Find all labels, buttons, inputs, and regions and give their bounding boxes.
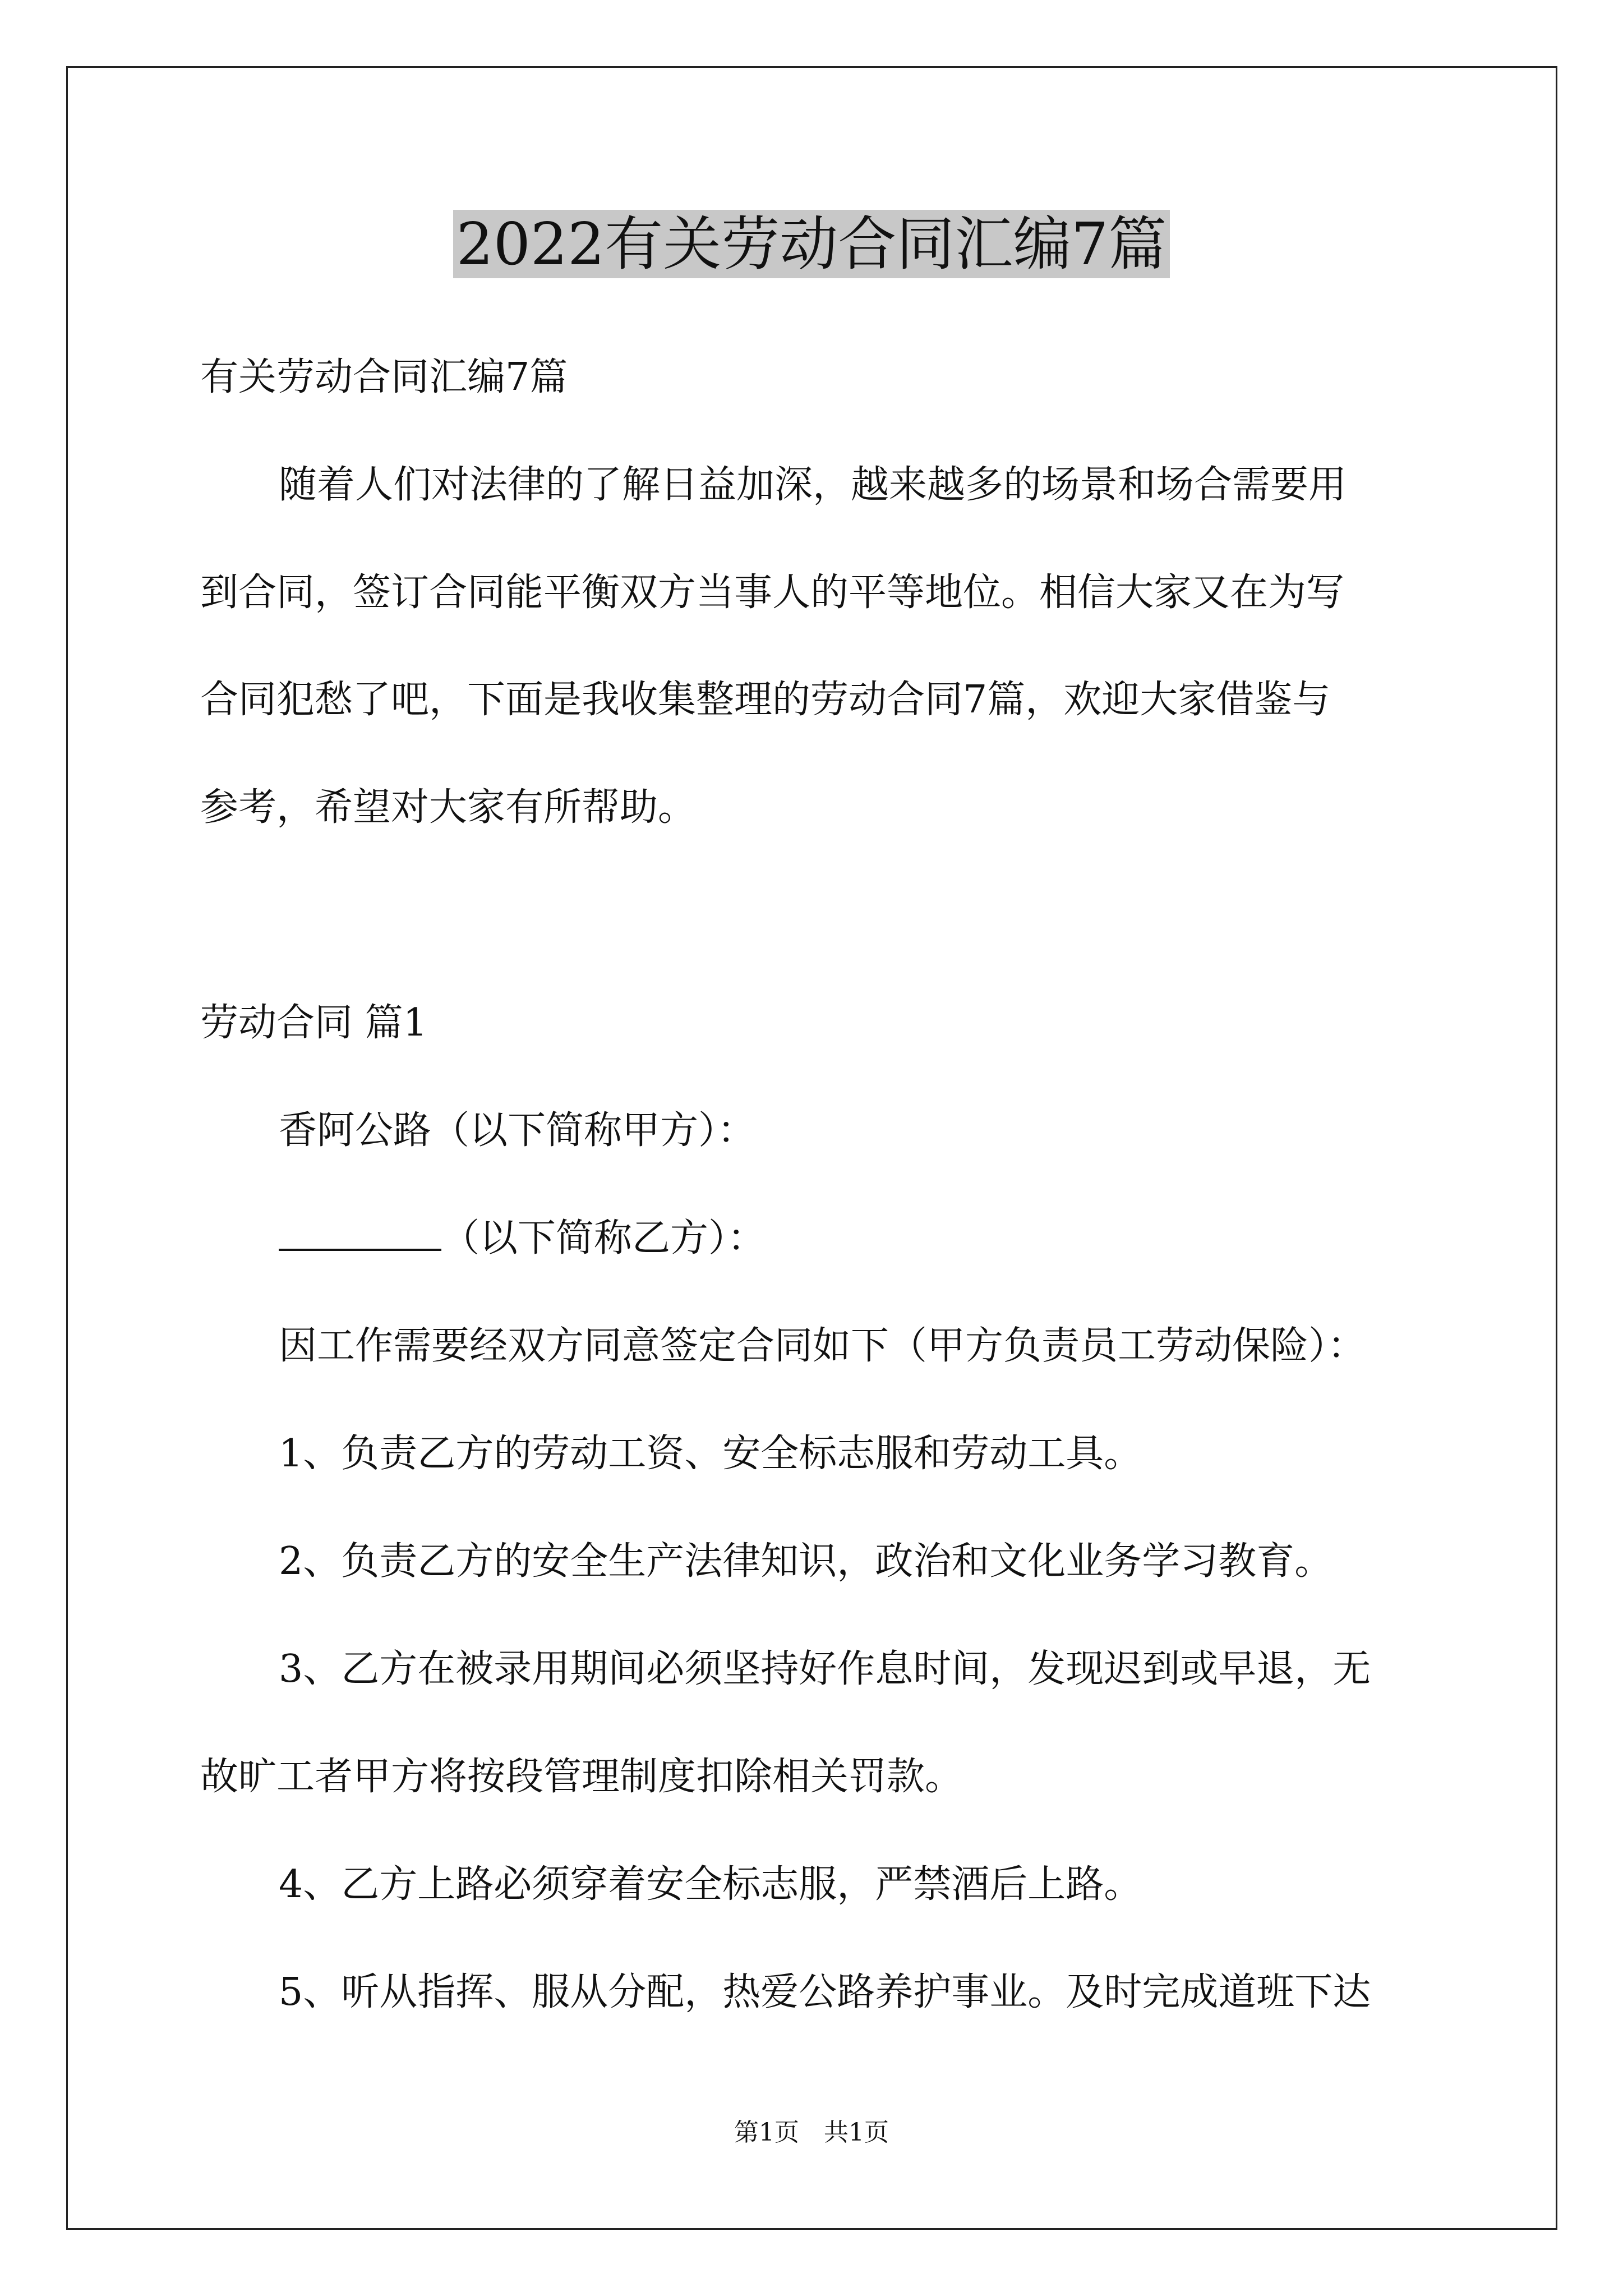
clause-line-2: 2、负责乙方的安全生产法律知识，政治和文化业务学习教育。 [279, 1539, 1333, 1584]
party-a-line: 香阿公路（以下简称甲方）： [279, 1108, 756, 1153]
intro-line-1: 随着人们对法律的了解日益加深，越来越多的场景和场合需要用 [279, 463, 1347, 507]
intro-line-3: 合同犯愁了吧，下面是我收集整理的劳动合同7篇，欢迎大家借鉴与 [200, 678, 1331, 722]
intro-line-2: 到合同，签订合同能平衡双方当事人的平等地位。相信大家又在为写 [200, 570, 1345, 615]
clause-line-4: 4、乙方上路必须穿着安全标志服，严禁酒后上路。 [279, 1862, 1142, 1907]
party-b-suffix: （以下简称乙方）： [441, 1216, 766, 1260]
clause-line-1: 1、负责乙方的劳动工资、安全标志服和劳动工具。 [279, 1432, 1142, 1476]
page-number-footer: 第1页 共1页 [734, 2118, 889, 2147]
document-subtitle: 有关劳动合同汇编7篇 [200, 355, 568, 399]
section-heading: 劳动合同 篇1 [200, 1001, 427, 1045]
clause-line-3: 3、乙方在被录用期间必须坚持好作息时间，发现迟到或早退，无 [279, 1647, 1371, 1691]
intro-line-4: 参考，希望对大家有所帮助。 [200, 785, 697, 830]
clause-line-3-cont: 故旷工者甲方将按段管理制度扣除相关罚款。 [200, 1755, 963, 1799]
document-title [0, 205, 1623, 283]
party-b-line [279, 1213, 766, 1264]
document-title-text: 2022有关劳动合同汇编7篇 [453, 210, 1170, 278]
preamble-line: 因工作需要经双方同意签定合同如下（甲方负责员工劳动保险）： [279, 1324, 1366, 1368]
party-b-name-blank [279, 1215, 441, 1251]
clause-line-5: 5、听从指挥、服从分配，热爱公路养护事业。及时完成道班下达 [279, 1970, 1371, 2014]
